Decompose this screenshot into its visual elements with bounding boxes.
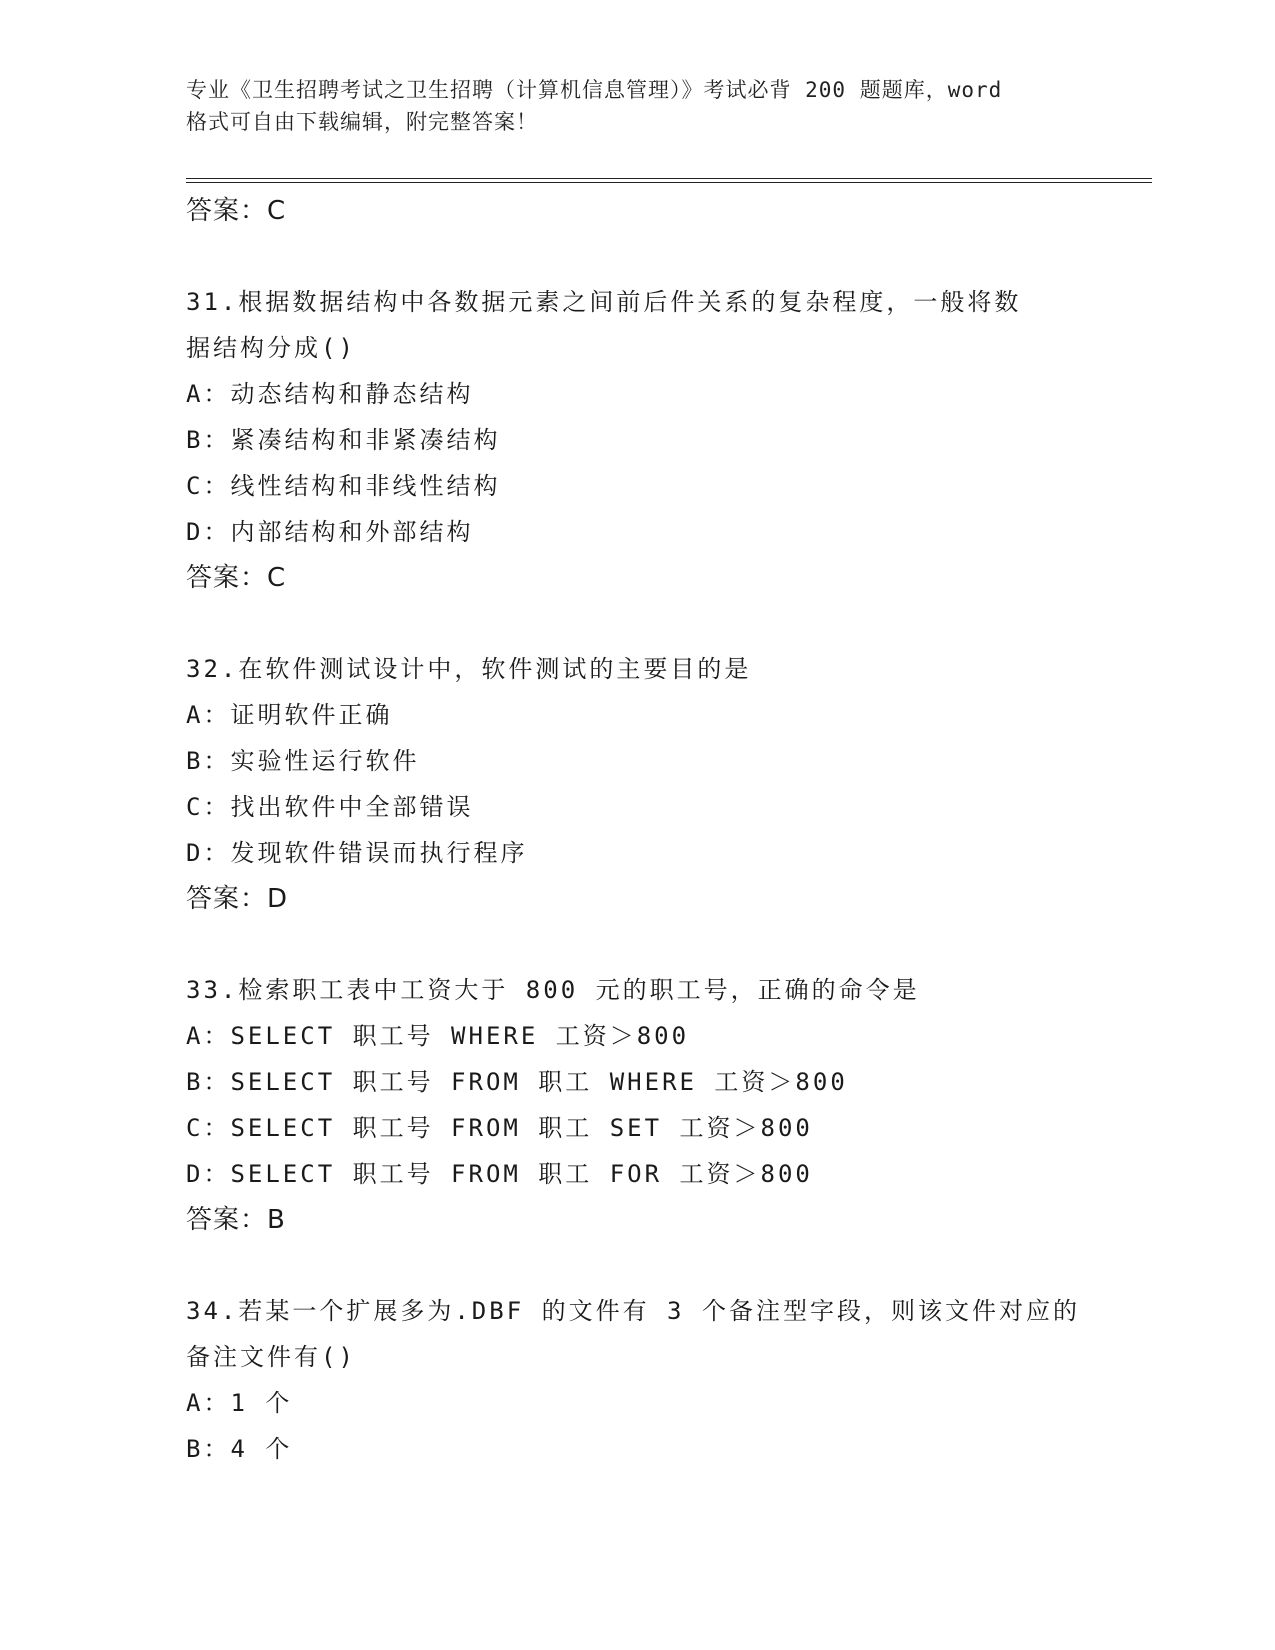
question-stem: 33.检索职工表中工资大于 800 元的职工号，正确的命令是: [186, 976, 920, 1004]
option-d: D：SELECT 职工号 FROM 职工 FOR 工资＞800: [186, 1160, 813, 1188]
answer: 答案：D: [186, 884, 289, 914]
question-34: [186, 1288, 1086, 1472]
option-a: A：证明软件正确: [186, 701, 393, 729]
question-stem-cont: 据结构分成(): [186, 334, 356, 362]
option-b: B：实验性运行软件: [186, 747, 420, 775]
page-header: [186, 74, 1086, 138]
header-rule-bottom: [186, 182, 1152, 183]
option-c: C：线性结构和非线性结构: [186, 472, 501, 500]
question-stem-cont: 备注文件有(): [186, 1343, 356, 1371]
header-line-2: 格式可自由下载编辑，附完整答案！: [186, 110, 538, 134]
question-stem: 34.若某一个扩展多为.DBF 的文件有 3 个备注型字段，则该文件对应的: [186, 1297, 1080, 1325]
option-b: B：SELECT 职工号 FROM 职工 WHERE 工资＞800: [186, 1068, 848, 1096]
question-33: [186, 967, 1086, 1243]
question-32: [186, 646, 1086, 922]
option-d: D：内部结构和外部结构: [186, 518, 474, 546]
question-31: [186, 279, 1086, 601]
question-stem: 31.根据数据结构中各数据元素之间前后件关系的复杂程度，一般将数: [186, 288, 1022, 316]
option-a: A：SELECT 职工号 WHERE 工资＞800: [186, 1022, 690, 1050]
answer: 答案：C: [186, 563, 287, 593]
answer: 答案：B: [186, 1205, 286, 1235]
option-b: B：紧凑结构和非紧凑结构: [186, 426, 501, 454]
option-d: D：发现软件错误而执行程序: [186, 839, 528, 867]
header-line-1: 专业《卫生招聘考试之卫生招聘（计算机信息管理）》考试必背 200 题题库，word: [186, 78, 1003, 102]
option-c: C：找出软件中全部错误: [186, 793, 474, 821]
answer-prev: 答案：C: [186, 196, 287, 226]
question-stem: 32.在软件测试设计中，软件测试的主要目的是: [186, 655, 752, 683]
option-a: A：动态结构和静态结构: [186, 380, 474, 408]
option-c: C：SELECT 职工号 FROM 职工 SET 工资＞800: [186, 1114, 813, 1142]
option-b: B：4 个: [186, 1435, 293, 1463]
document-body: [186, 188, 1086, 1472]
header-rule-top: [186, 178, 1152, 179]
option-a: A：1 个: [186, 1389, 293, 1417]
